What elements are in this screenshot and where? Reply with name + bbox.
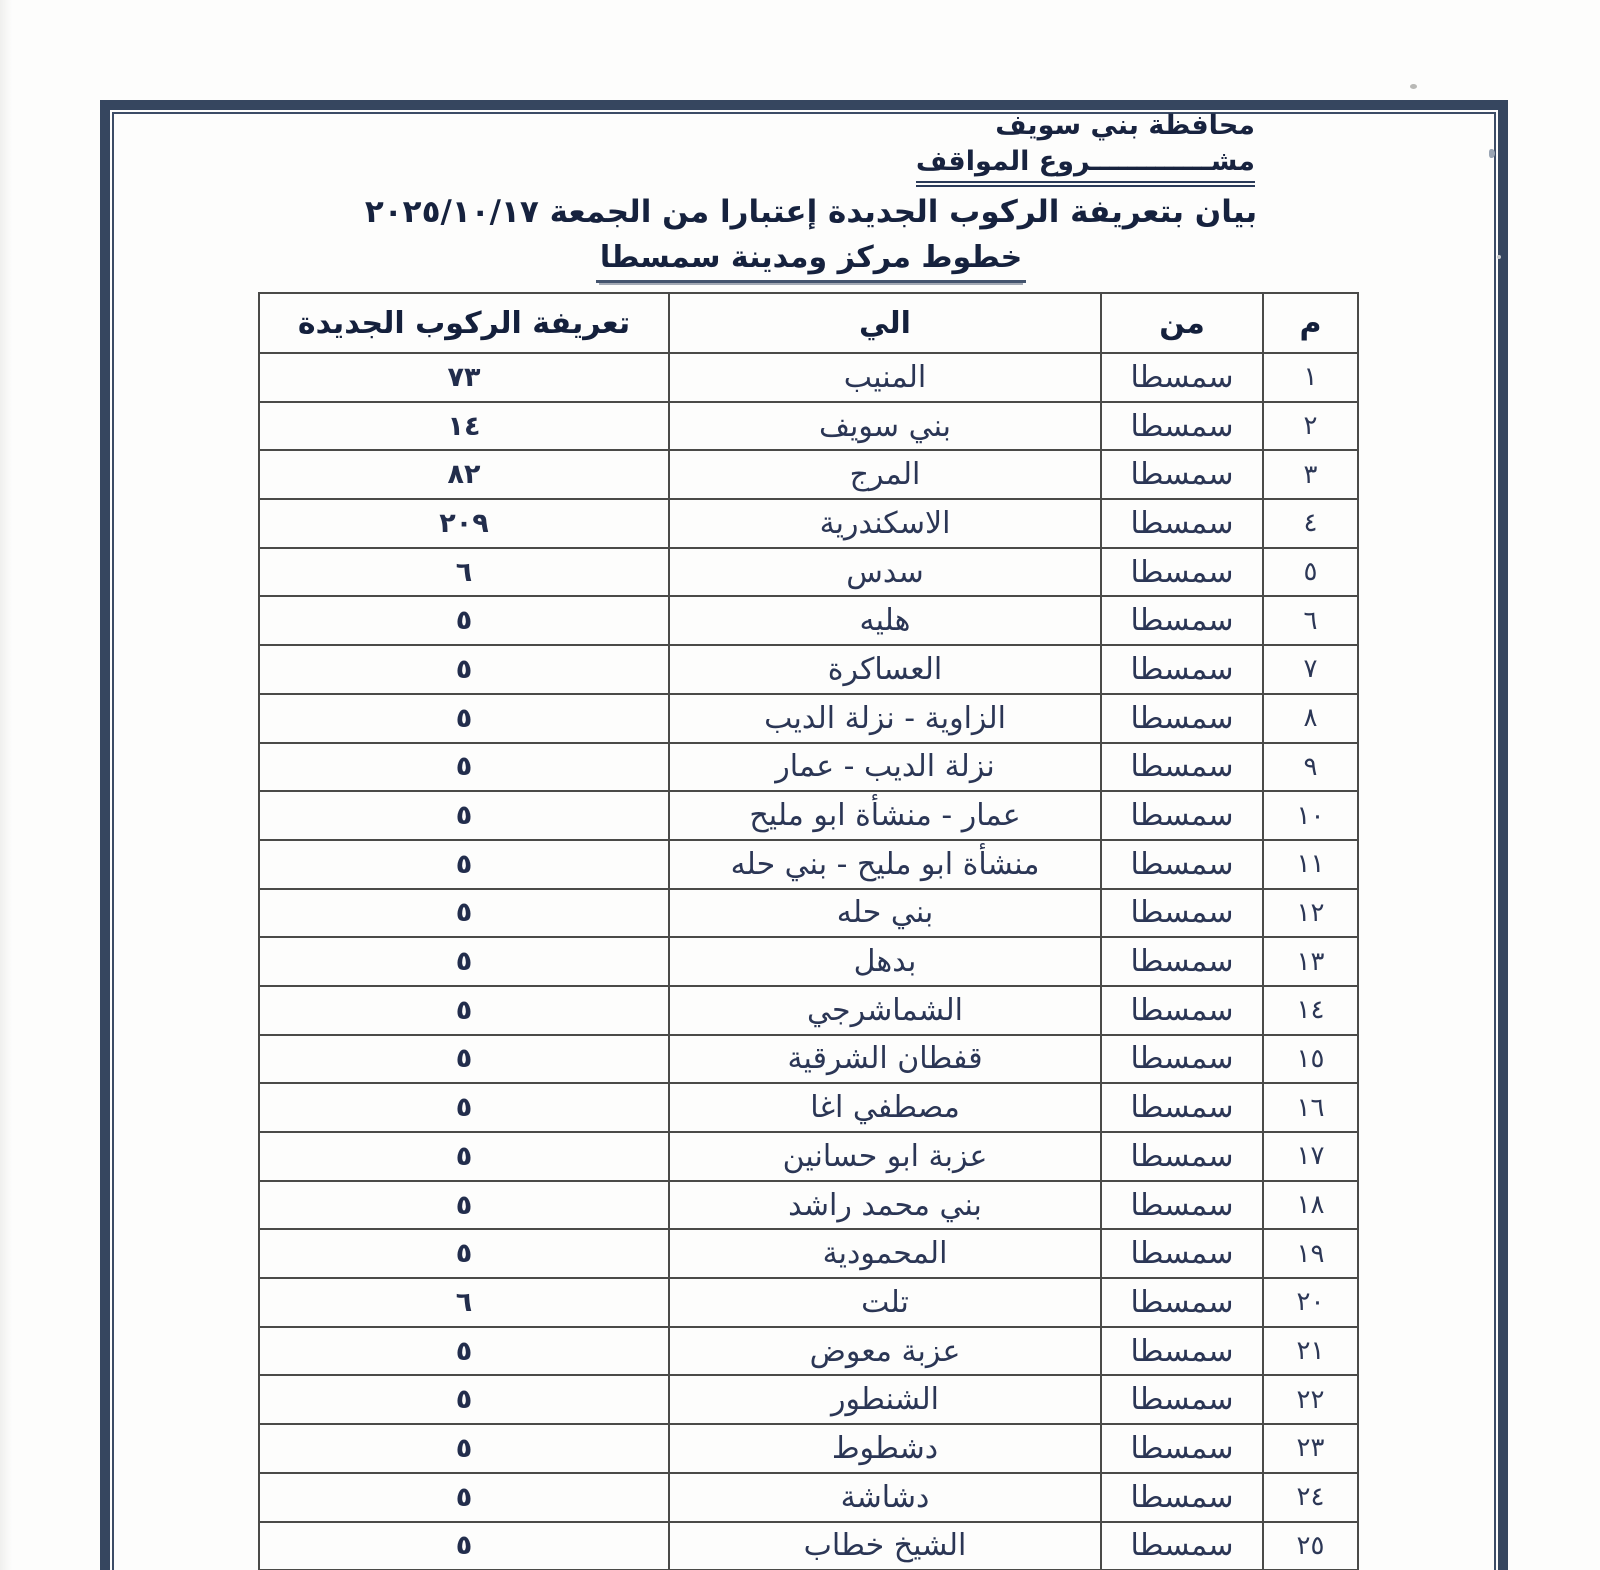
origin-cell: سمسطا [1101, 889, 1263, 938]
table-row [259, 937, 1358, 986]
origin-cell: سمسطا [1101, 450, 1263, 499]
origin-cell: سمسطا [1101, 1522, 1263, 1570]
fare-cell: ٥ [259, 986, 669, 1035]
origin-cell: سمسطا [1101, 937, 1263, 986]
scan-speck [1410, 84, 1417, 89]
table-row [259, 1473, 1358, 1522]
table-row [259, 840, 1358, 889]
destination-cell: هليه [669, 596, 1101, 645]
destination-cell: الاسكندرية [669, 499, 1101, 548]
origin-cell: سمسطا [1101, 1473, 1263, 1522]
fare-cell: ٨٢ [259, 450, 669, 499]
fare-cell: ٥ [259, 694, 669, 743]
destination-cell: المحمودية [669, 1229, 1101, 1278]
scan-speck [1497, 255, 1501, 259]
destination-cell: تلت [669, 1278, 1101, 1327]
row-number-cell: ٦ [1263, 596, 1358, 645]
destination-cell: بدهل [669, 937, 1101, 986]
origin-cell: سمسطا [1101, 1181, 1263, 1230]
origin-cell: سمسطا [1101, 548, 1263, 597]
destination-cell: العساكرة [669, 645, 1101, 694]
destination-cell: الشيخ خطاب [669, 1522, 1101, 1570]
destination-cell: نزلة الديب - عمار [669, 743, 1101, 792]
row-number-cell: ١٧ [1263, 1132, 1358, 1181]
destination-cell: عزبة معوض [669, 1327, 1101, 1376]
table-row [259, 791, 1358, 840]
row-number-cell: ١٦ [1263, 1083, 1358, 1132]
fare-cell: ٥ [259, 1035, 669, 1084]
row-number-cell: ١ [1263, 353, 1358, 402]
destination-cell: الشنطور [669, 1375, 1101, 1424]
destination-cell: بني محمد راشد [669, 1181, 1101, 1230]
destination-cell: المنيب [669, 353, 1101, 402]
fare-cell: ٥ [259, 889, 669, 938]
fare-cell: ٥ [259, 1083, 669, 1132]
table-row [259, 596, 1358, 645]
fare-cell: ٥ [259, 645, 669, 694]
origin-cell: سمسطا [1101, 986, 1263, 1035]
fare-cell: ٦ [259, 548, 669, 597]
fare-cell: ٥ [259, 1375, 669, 1424]
origin-cell: سمسطا [1101, 645, 1263, 694]
origin-cell: سمسطا [1101, 353, 1263, 402]
destination-cell: بني سويف [669, 402, 1101, 451]
table-row [259, 1327, 1358, 1376]
origin-cell: سمسطا [1101, 743, 1263, 792]
origin-cell: سمسطا [1101, 499, 1263, 548]
origin-cell: سمسطا [1101, 1035, 1263, 1084]
title-block [265, 190, 1357, 283]
row-number-cell: ١٩ [1263, 1229, 1358, 1278]
fare-cell: ١٤ [259, 402, 669, 451]
origin-cell: سمسطا [1101, 1278, 1263, 1327]
fare-table-body [259, 353, 1358, 1570]
row-number-cell: ٢٢ [1263, 1375, 1358, 1424]
row-number-cell: ١٠ [1263, 791, 1358, 840]
origin-cell: سمسطا [1101, 1132, 1263, 1181]
origin-cell: سمسطا [1101, 402, 1263, 451]
fare-cell: ٢٠٩ [259, 499, 669, 548]
table-row [259, 694, 1358, 743]
fare-cell: ٥ [259, 743, 669, 792]
destination-cell: سدس [669, 548, 1101, 597]
origin-cell: سمسطا [1101, 840, 1263, 889]
scan-edge-shading [0, 0, 12, 1570]
table-row [259, 499, 1358, 548]
table-row [259, 1522, 1358, 1570]
row-number-cell: ١٢ [1263, 889, 1358, 938]
destination-cell: المرج [669, 450, 1101, 499]
table-row [259, 1132, 1358, 1181]
table-row [259, 645, 1358, 694]
row-number-cell: ٢٣ [1263, 1424, 1358, 1473]
origin-cell: سمسطا [1101, 1327, 1263, 1376]
origin-cell: سمسطا [1101, 596, 1263, 645]
row-number-cell: ٢١ [1263, 1327, 1358, 1376]
table-row [259, 986, 1358, 1035]
origin-cell: سمسطا [1101, 791, 1263, 840]
fare-cell: ٥ [259, 1473, 669, 1522]
destination-cell: مصطفي اغا [669, 1083, 1101, 1132]
document-title: بيان بتعريفة الركوب الجديدة إعتبارا من الجمعة ٢٠٢٥/١٠/١٧ [364, 194, 1258, 230]
row-number-cell: ٤ [1263, 499, 1358, 548]
table-row [259, 1278, 1358, 1327]
origin-cell: سمسطا [1101, 1375, 1263, 1424]
table-row [259, 1375, 1358, 1424]
table-row [259, 402, 1358, 451]
table-row [259, 450, 1358, 499]
table-row [259, 353, 1358, 402]
row-number-cell: ٢٤ [1263, 1473, 1358, 1522]
row-number-cell: ٢٠ [1263, 1278, 1358, 1327]
fare-cell: ٥ [259, 1522, 669, 1570]
fare-cell: ٥ [259, 1424, 669, 1473]
origin-cell: سمسطا [1101, 1229, 1263, 1278]
document-subtitle-wrap [265, 238, 1357, 283]
origin-cell: سمسطا [1101, 694, 1263, 743]
document-subtitle: خطوط مركز ومدينة سمسطا [596, 238, 1026, 283]
table-row [259, 1181, 1358, 1230]
scan-speck [1489, 149, 1495, 158]
fare-cell: ٥ [259, 840, 669, 889]
fare-cell: ٦ [259, 1278, 669, 1327]
row-number-cell: ١١ [1263, 840, 1358, 889]
letterhead [916, 108, 1255, 187]
row-number-cell: ٣ [1263, 450, 1358, 499]
column-header-to: الي [669, 293, 1101, 353]
column-header-from: من [1101, 293, 1263, 353]
column-header-number: م [1263, 293, 1358, 353]
destination-cell: منشأة ابو مليح - بني حله [669, 840, 1101, 889]
fare-cell: ٥ [259, 1229, 669, 1278]
row-number-cell: ٢ [1263, 402, 1358, 451]
origin-cell: سمسطا [1101, 1424, 1263, 1473]
row-number-cell: ١٤ [1263, 986, 1358, 1035]
table-row [259, 1083, 1358, 1132]
table-row [259, 743, 1358, 792]
row-number-cell: ٢٥ [1263, 1522, 1358, 1570]
table-row [259, 1424, 1358, 1473]
row-number-cell: ٥ [1263, 548, 1358, 597]
row-number-cell: ١٥ [1263, 1035, 1358, 1084]
fare-cell: ٥ [259, 791, 669, 840]
destination-cell: بني حله [669, 889, 1101, 938]
fare-cell: ٧٣ [259, 353, 669, 402]
destination-cell: دشاشة [669, 1473, 1101, 1522]
fare-cell: ٥ [259, 596, 669, 645]
row-number-cell: ١٨ [1263, 1181, 1358, 1230]
fare-cell: ٥ [259, 1181, 669, 1230]
column-header-fare: تعريفة الركوب الجديدة [259, 293, 669, 353]
table-row [259, 548, 1358, 597]
row-number-cell: ٩ [1263, 743, 1358, 792]
table-row [259, 1229, 1358, 1278]
destination-cell: عزبة ابو حسانين [669, 1132, 1101, 1181]
row-number-cell: ١٣ [1263, 937, 1358, 986]
governorate-name: محافظة بني سويف [995, 110, 1255, 141]
origin-cell: سمسطا [1101, 1083, 1263, 1132]
table-row [259, 889, 1358, 938]
fare-table [258, 292, 1359, 1570]
destination-cell: عمار - منشأة ابو مليح [669, 791, 1101, 840]
fare-cell: ٥ [259, 1327, 669, 1376]
destination-cell: الزاوية - نزلة الديب [669, 694, 1101, 743]
table-row [259, 1035, 1358, 1084]
destination-cell: دشطوط [669, 1424, 1101, 1473]
project-name: مشـــــــــــــروع المواقف [916, 144, 1255, 187]
fare-cell: ٥ [259, 1132, 669, 1181]
destination-cell: الشماشرجي [669, 986, 1101, 1035]
row-number-cell: ٨ [1263, 694, 1358, 743]
fare-table-header-row [259, 293, 1358, 353]
fare-cell: ٥ [259, 937, 669, 986]
row-number-cell: ٧ [1263, 645, 1358, 694]
destination-cell: قفطان الشرقية [669, 1035, 1101, 1084]
